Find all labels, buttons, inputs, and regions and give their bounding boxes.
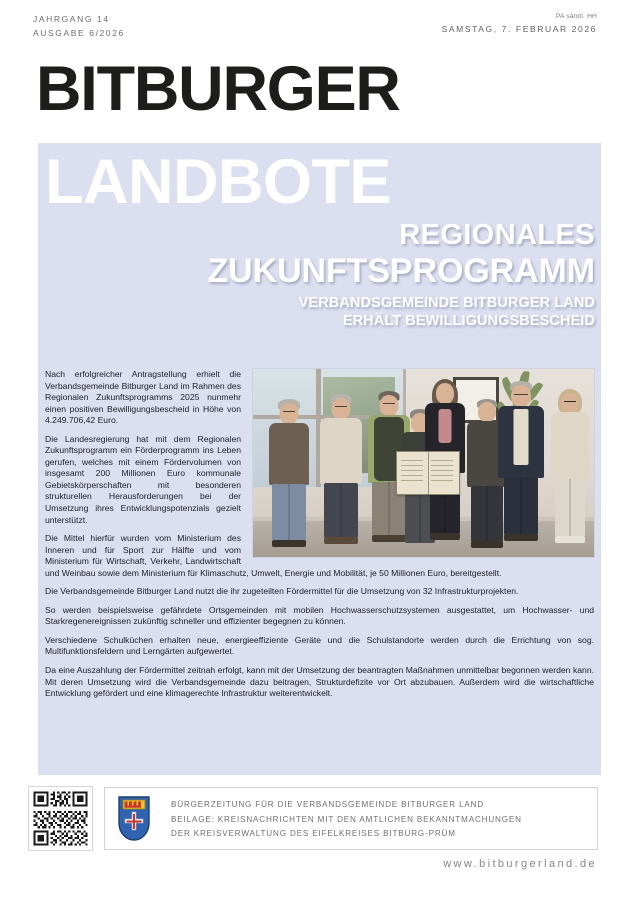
photo-person-head [478,402,496,422]
photo-person-shoes [555,536,585,543]
photo-person-torso [551,412,589,480]
photo-person-shirt [514,409,529,465]
imprint-line-2: BEILAGE: KREISNACHRICHTEN MIT DEN AMTLICHEN BEKANNTMACHUNGEN [171,814,522,824]
article-photo [253,369,594,557]
article-paragraph: Da eine Auszahlung der Fördermittel zeitnah erfolgt, kann mit der Umsetzung der beantragten Maßnahmen unmittelbar begonnen werden kann. Mit deren Umsetzung wird die Verbandsgemeinde dazu beitragen, Strukturdefizite vor Ort abzubauen. Außerdem wird die wirtschaftliche Entwicklung gefördert und eine klimagerechte Infrastruktur weiterentwickelt. [45,665,594,699]
qr-code[interactable] [29,787,92,850]
imprint-box [104,787,598,850]
article-paragraph: Die Verbandsgemeinde Bitburger Land nutzt die ihr zugeteilten Fördermittel für die Umsetzung von 32 Infrastrukturprojekten. [45,586,519,597]
photo-person-legs [272,484,306,541]
photo-person-shoes [324,537,358,544]
masthead-title-landbote: LANDBOTE [45,147,391,217]
publication-date: SAMSTAG, 7. FEBRUAR 2026 [441,24,597,34]
subheadline-line-2: ERHÄLT BEWILLIGUNGSBESCHEID [342,313,595,329]
photo-person-legs [555,479,585,537]
imprint-line-3: DER KREISVERWALTUNG DES EIFELKREISES BITBURG-PRÜM [171,829,456,838]
article-paragraph: Die Landesregierung hat mit dem Regionalen Zukunftsprogramm ein Förderprogramm ins Leben gerufen, welches mit einem Fördervolumen von insgesamt 200 Millionen Euro kommunale Gebietskörperschaften mit besonderen strukturellen Herausforderungen bei der Umsetzung ihres Entwicklungspotenzials gezielt unterstützt. [45,433,241,525]
photo-person-torso [269,423,309,485]
headline-block [208,218,595,330]
headline-line-2: ZUKUNFTSPROGRAMM [207,252,595,290]
photo-person-glasses [383,403,395,407]
photo-person-shoes [430,533,460,540]
photo-person-glasses [514,394,528,398]
date-info [442,12,597,37]
photo-person [319,394,363,549]
imprint-text [171,798,522,842]
photo-person-glasses [335,406,347,410]
photo-certificate [396,451,460,495]
volume-label: JAHRGANG 14 [33,14,110,24]
article-paragraph: So werden beispielsweise gefährdete Ortsgemeinden mit mobilen Hochwasserschutzsystemen ausgestattet, um Hochwasser- und Starkregenereignissen zukünftig schneller und effizienter begegnen zu können. [45,604,594,627]
photo-person-glasses [564,401,576,405]
article-paragraph: Verschiedene Schulküchen erhalten neue, energieeffiziente Geräte und die Schulstandorte werden durch die Errichtung von sog. Multifunktionsfeldern und Lerngärten aufgewertet. [45,634,594,657]
distribution-note: PA sämtl. HH [555,13,597,20]
photo-person-blouse [439,409,452,443]
headline-line-1: REGIONALES [399,219,595,251]
masthead-title-bitburger: BITBURGER [36,54,400,124]
photo-person-head [436,383,454,404]
article-paragraph: Die Mittel hierfür wurden vom Ministerium des Inneren und für Sport zur Hälfte und vom Ministerium für Wirtschaft, Verkehr, Landwirtschaft und Weinbau sowie dem Ministerium für Klimaschutz, Umwelt, Energie und Mobilität, je 50 Millionen Euro, bereitgestellt. [45,533,502,578]
qr-code-icon [29,787,92,850]
coat-of-arms-icon [118,796,150,841]
masthead-meta-bar [0,0,625,52]
photo-person-shoes [272,540,306,547]
subheadline-line-1: VERBANDSGEMEINDE BITBURGER LAND [298,295,595,311]
issue-label: AUSGABE 6/2026 [33,28,125,38]
photo-person-torso [320,418,362,484]
photo-person-glasses [283,411,295,415]
photo-person-legs [504,477,538,535]
photo-person [495,381,547,549]
photo-person-shoes [504,534,538,541]
photo-person [549,389,591,549]
imprint-line-1: BÜRGERZEITUNG FÜR DIE VERBANDSGEMEINDE BITBURGER LAND [171,800,485,809]
website-url[interactable]: www.bitburgerland.de [443,858,597,870]
article-paragraph: Nach erfolgreicher Antragstellung erhielt die Verbandsgemeinde Bitburger Land im Rahmen des Regionalen Zukunftsprogramms 2025 nunmehr einen positiven Bewilligungsbescheid in Höhe von 4.249.706,42 Euro. [45,369,241,426]
photo-person [267,399,311,549]
issue-info [33,12,125,40]
article-body [45,369,594,700]
photo-person-legs [324,483,358,538]
